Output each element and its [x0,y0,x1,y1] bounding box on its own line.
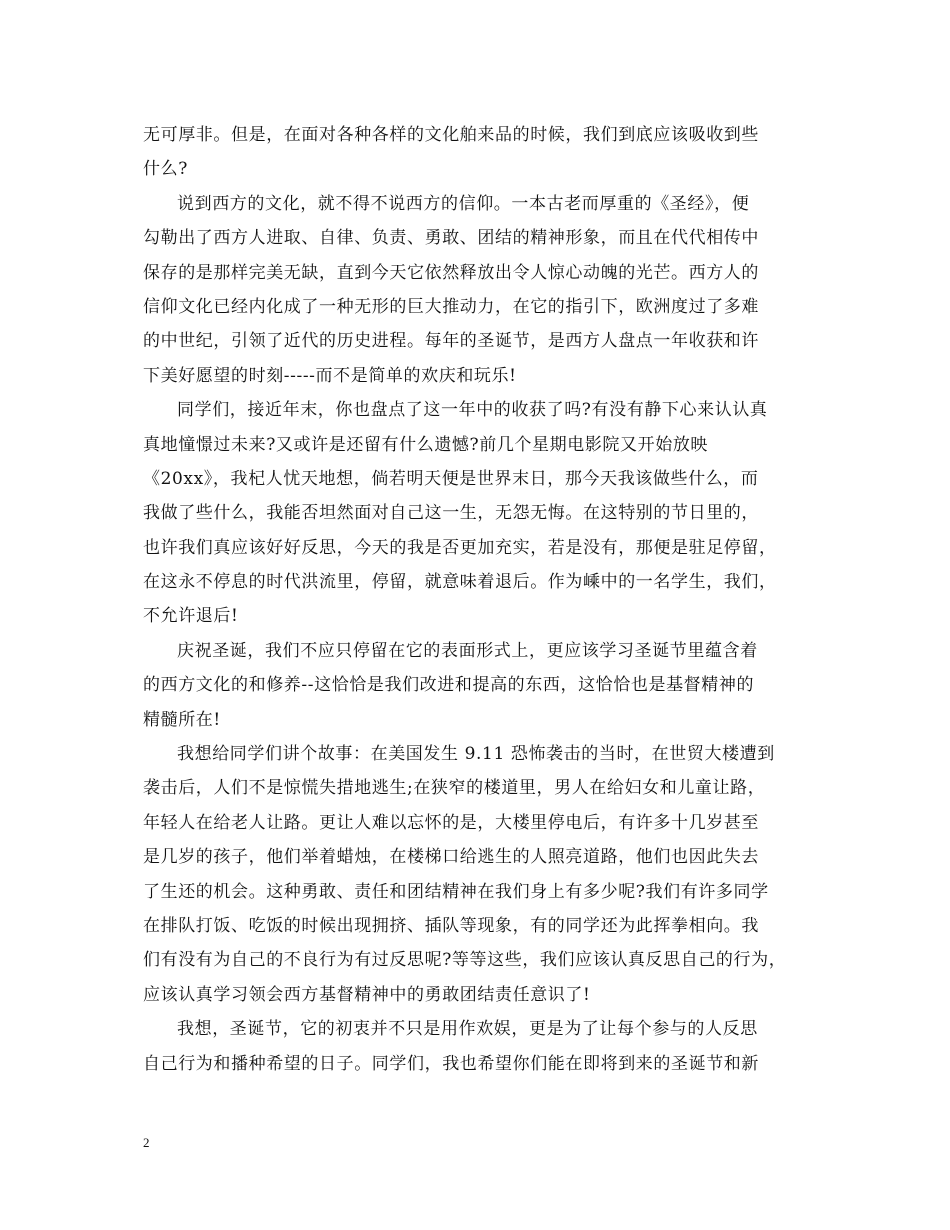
text-line: 自己行为和播种希望的日子。同学们，我也希望你们能在即将到来的圣诞节和新 [143,1053,759,1074]
text-line: 无可厚非。但是，在面对各种各样的文化舶来品的时候，我们到底应该吸收到些 [143,125,759,145]
text-line: 是几岁的孩子，他们举着蜡烛，在楼梯口给逃生的人照亮道路，他们也因此失去 [143,847,759,868]
body-text [143,118,811,1081]
text-line: 也许我们真应该好好反思，今天的我是否更加充实，若是没有，那便是驻足停留， [143,537,777,558]
text-line: 了生还的机会。这种勇敢、责任和团结精神在我们身上有多少呢?我们有许多同学 [143,881,769,902]
text-line: 精髓所在! [143,709,221,730]
text-line: 袭击后，人们不是惊慌失措地逃生;在狭窄的楼道里，男人在给妇女和儿童让路， [143,778,766,799]
text-line: 保存的是那样完美无缺，直到今天它依然释放出令人惊心动魄的光芒。西方人的 [143,262,759,283]
text-line: 的西方文化的和修养--这恰恰是我们改进和提高的东西，这恰恰也是基督精神的 [143,675,755,696]
paragraph-start-line: 庆祝圣诞，我们不应只停留在它的表面形式上，更应该学习圣诞节里蕴含着 [177,640,758,661]
page-number: 2 [143,1135,150,1150]
text-line: 的中世纪，引领了近代的历史进程。每年的圣诞节，是西方人盘点一年收获和许 [143,331,759,352]
text-line: 信仰文化已经内化成了一种无形的巨大推动力，在它的指引下，欧洲度过了多难 [143,296,759,317]
text-line: 什么? [143,159,188,180]
paragraph-start-line: 我想，圣诞节，它的初衷并不只是用作欢娱，更是为了让每个参与的人反思 [177,1019,758,1040]
text-line: 们有没有为自己的不良行为有过反思呢?等等这些，我们应该认真反思自己的行为， [143,950,787,971]
text-line: 在这永不停息的时代洪流里，停留，就意味着退后。作为嵊中的一名学生，我们， [143,572,777,593]
paragraph-start-line: 同学们，接近年末，你也盘点了这一年中的收获了吗?有没有静下心来认认真 [177,400,768,421]
paragraph-start-line: 我想给同学们讲个故事：在美国发生 9.11 恐怖袭击的当时，在世贸大楼遭到 [177,744,775,765]
text-line: 我做了些什么，我能否坦然面对自己这一生，无怨无悔。在这特别的节日里的， [143,503,759,524]
text-line: 《20xx》，我杞人忧天地想，倘若明天便是世界末日，那今天我该做些什么，而 [143,468,759,489]
text-line: 在排队打饭、吃饭的时候出现拥挤、插队等现象，有的同学还为此挥拳相向。我 [143,915,759,936]
text-line: 勾勒出了西方人进取、自律、负责、勇敢、团结的精神形象，而且在代代相传中 [143,228,759,249]
text-line: 年轻人在给老人让路。更让人难以忘怀的是，大楼里停电后，有许多十几岁甚至 [143,812,759,833]
text-line: 真地憧憬过未来?又或许是还留有什么遗憾?前几个星期电影院又开始放映 [143,434,709,455]
text-line: 应该认真学习领会西方基督精神中的勇敢团结责任意识了! [143,984,591,1005]
paragraph-start-line: 说到西方的文化，就不得不说西方的信仰。一本古老而厚重的《圣经》，便 [177,193,750,214]
text-line: 不允许退后! [143,606,239,627]
text-line: 下美好愿望的时刻-----而不是简单的欢庆和玩乐! [143,365,517,386]
